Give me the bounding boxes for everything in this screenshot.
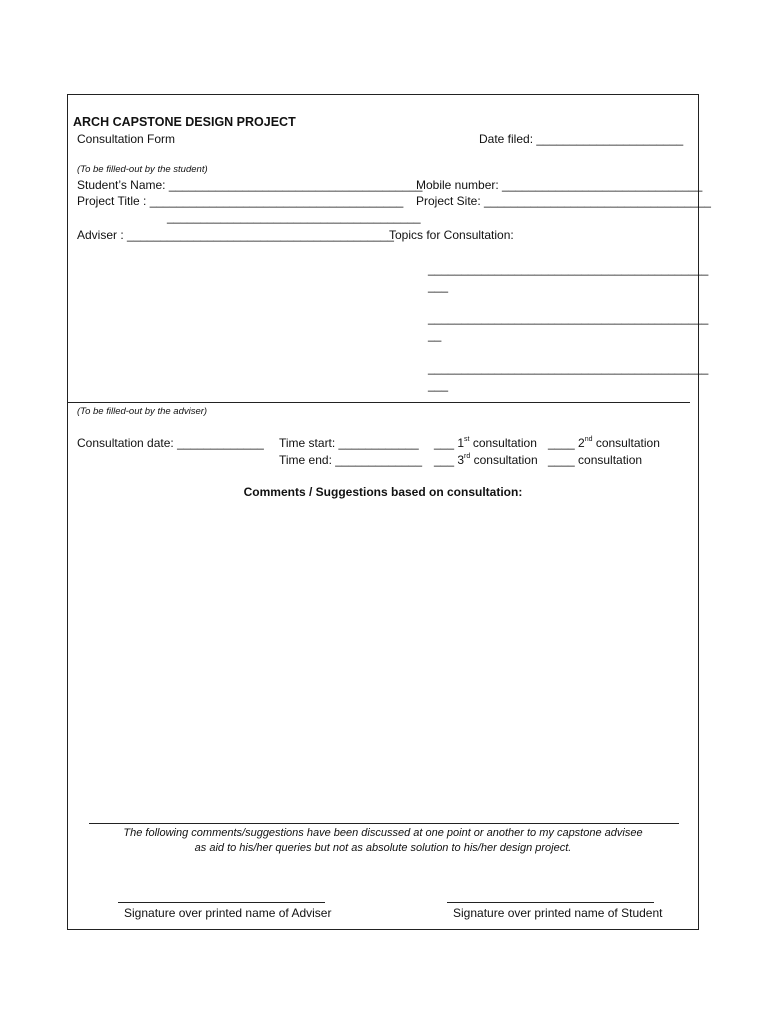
section-divider <box>67 402 690 403</box>
student-signature-label: Signature over printed name of Student <box>453 906 663 920</box>
adviser-signature-line[interactable] <box>118 902 325 903</box>
topic-line-1-cont: ___ <box>428 279 449 293</box>
disclaimer-line-2: as aid to his/her queries but not as absolute solution to his/her design project. <box>194 842 572 854</box>
comments-area[interactable] <box>80 505 686 815</box>
topic-line-2[interactable]: __________________________________________ <box>428 311 709 325</box>
adviser-field[interactable]: Adviser : ________________________________________ <box>77 228 394 242</box>
form-subtitle: Consultation Form <box>77 132 176 146</box>
time-start-field[interactable]: Time start: ____________ <box>279 436 419 450</box>
time-end-field[interactable]: Time end: _____________ <box>279 453 423 467</box>
adviser-section-note: (To be filled-out by the adviser) <box>77 406 208 417</box>
topic-line-1[interactable]: __________________________________________ <box>428 262 709 276</box>
topic-line-3[interactable]: __________________________________________ <box>428 361 709 375</box>
first-consultation-option[interactable]: ___ 1st consultation <box>434 436 537 450</box>
date-filed-field[interactable]: Date filed: ______________________ <box>479 132 684 146</box>
topic-line-2-cont: __ <box>428 328 442 342</box>
disclaimer-line-1: The following comments/suggestions have been discussed at one point or another to my capstone advisee <box>123 827 643 839</box>
project-site-field[interactable]: Project Site: __________________________________ <box>416 194 711 208</box>
other-consultation-option[interactable]: ____ consultation <box>548 453 643 467</box>
student-section-note: (To be filled-out by the student) <box>77 164 208 175</box>
project-title-field[interactable]: Project Title : ______________________________________ <box>77 194 404 208</box>
student-signature-line[interactable] <box>447 902 654 903</box>
second-consultation-option[interactable]: ____ 2nd consultation <box>548 436 660 450</box>
comments-end-line <box>89 823 679 824</box>
comments-heading: Comments / Suggestions based on consultation: <box>243 485 523 499</box>
form-title: ARCH CAPSTONE DESIGN PROJECT <box>73 115 296 129</box>
adviser-signature-label: Signature over printed name of Adviser <box>124 906 332 920</box>
topics-label: Topics for Consultation: <box>389 228 514 242</box>
student-name-field[interactable]: Student’s Name: ______________________________________ <box>77 178 423 192</box>
consultation-date-field[interactable]: Consultation date: _____________ <box>77 436 264 450</box>
third-consultation-option[interactable]: ___ 3rd consultation <box>434 453 538 467</box>
topic-line-3-cont: ___ <box>428 378 449 392</box>
project-title-continuation[interactable]: ______________________________________ <box>167 210 421 224</box>
mobile-number-field[interactable]: Mobile number: ______________________________ <box>416 178 703 192</box>
